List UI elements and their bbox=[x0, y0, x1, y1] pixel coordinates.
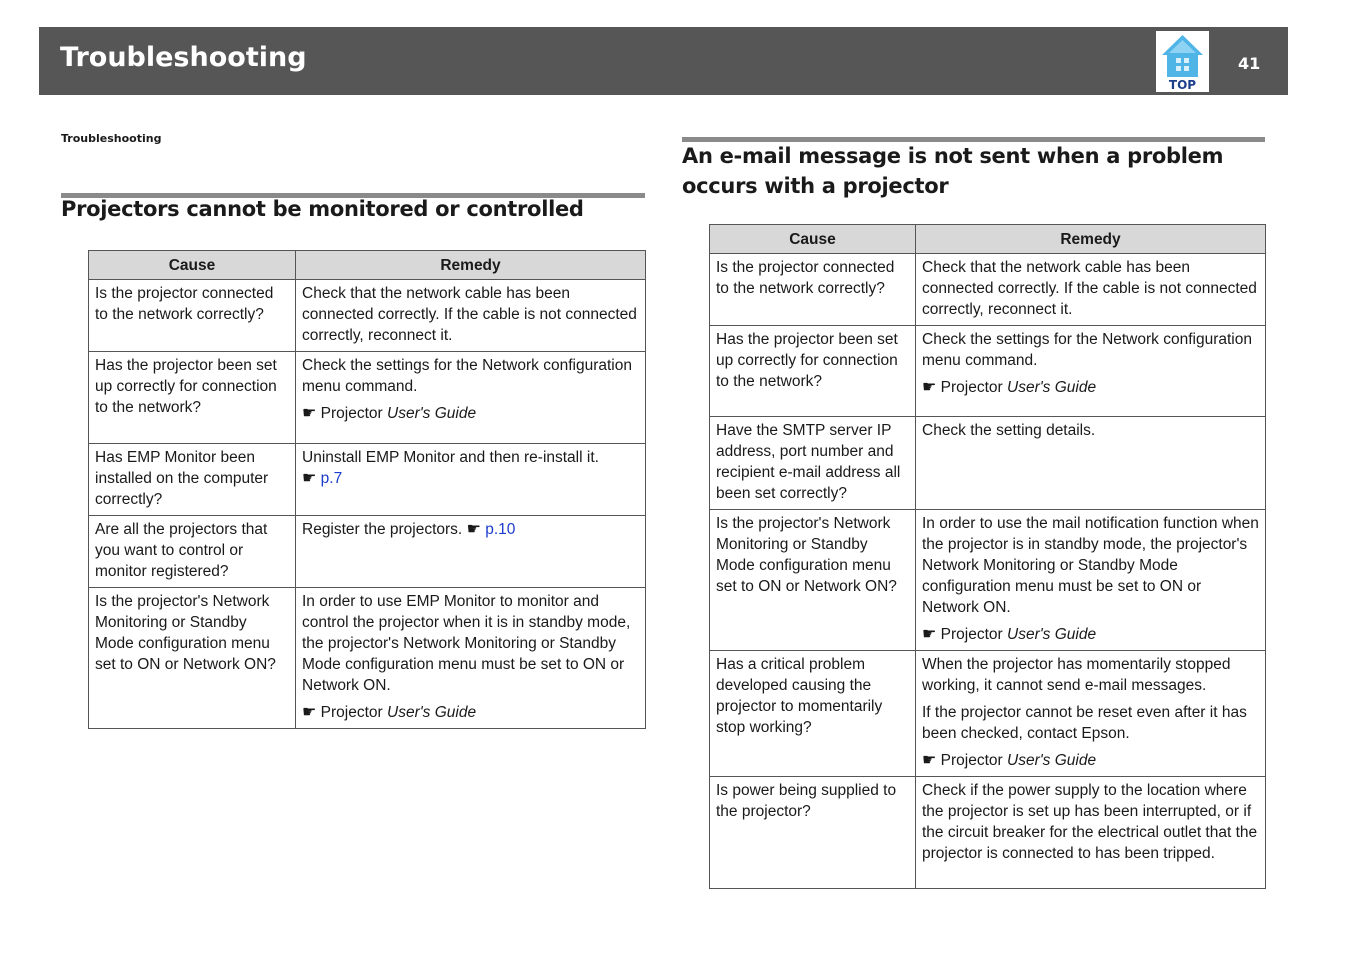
remedy-text: Check that the network cable has been connected correctly. If the cable is not connected correctly, reconnect it. bbox=[302, 285, 637, 344]
section-title-left: Projectors cannot be monitored or controlled bbox=[61, 197, 584, 221]
users-guide-reference: User's Guide bbox=[387, 405, 477, 422]
table-row bbox=[710, 651, 1266, 777]
top-button[interactable] bbox=[1156, 31, 1209, 92]
remedy-cell bbox=[296, 516, 646, 588]
home-icon bbox=[1156, 31, 1209, 92]
guide-reference bbox=[302, 403, 639, 424]
table-header-row bbox=[710, 225, 1266, 254]
pointing-hand-icon: ☛ bbox=[922, 626, 937, 643]
cause-cell bbox=[710, 510, 916, 651]
cause-cell bbox=[89, 444, 296, 516]
cause-cell bbox=[89, 280, 296, 352]
remedy-cell bbox=[296, 352, 646, 444]
table-row bbox=[710, 254, 1266, 326]
page-link[interactable]: p.7 bbox=[320, 470, 343, 487]
table-row bbox=[89, 280, 646, 352]
troubleshooting-table-left bbox=[88, 250, 646, 729]
breadcrumb[interactable]: Troubleshooting bbox=[61, 132, 162, 145]
page-link[interactable]: p.10 bbox=[485, 521, 516, 538]
table-row bbox=[89, 444, 646, 516]
cause-text: Has EMP Monitor been installed on the computer correctly? bbox=[95, 449, 269, 508]
pointing-hand-icon: ☛ bbox=[302, 470, 317, 487]
remedy-text: In order to use the mail notification function when the projector is in standby mode, the projector's Network Monitoring or Standby Mode configuration menu must be set to ON or Network ON. bbox=[922, 515, 1259, 616]
table-row bbox=[89, 516, 646, 588]
remedy-cell bbox=[296, 588, 646, 729]
cause-text: Is the projector connected to the network correctly? bbox=[95, 285, 274, 323]
remedy-text: Uninstall EMP Monitor and then re-install it. bbox=[302, 449, 599, 466]
table-row bbox=[710, 777, 1266, 889]
cause-text: Are all the projectors that you want to control or monitor registered? bbox=[95, 521, 268, 580]
users-guide-reference: User's Guide bbox=[1007, 752, 1097, 769]
guide-reference bbox=[922, 377, 1259, 398]
cause-text: Have the SMTP server IP address, port number and recipient e-mail address all been set correctly? bbox=[716, 422, 901, 502]
remedy-text: If the projector cannot be reset even after it has been checked, contact Epson. bbox=[922, 704, 1247, 742]
cause-cell bbox=[89, 352, 296, 444]
column-header-remedy: Remedy bbox=[916, 225, 1266, 254]
column-header-cause: Cause bbox=[89, 251, 296, 280]
column-header-remedy: Remedy bbox=[296, 251, 646, 280]
pointing-hand-icon: ☛ bbox=[922, 752, 937, 769]
cause-cell bbox=[89, 588, 296, 729]
reference-prefix: Projector bbox=[940, 379, 1007, 396]
table-row bbox=[710, 417, 1266, 510]
column-header-cause: Cause bbox=[710, 225, 916, 254]
remedy-text: Check the setting details. bbox=[922, 422, 1096, 439]
cause-cell bbox=[710, 326, 916, 417]
remedy-text: Register the projectors. bbox=[302, 521, 463, 538]
guide-reference bbox=[922, 750, 1259, 771]
cause-text: Is the projector connected to the network correctly? bbox=[716, 259, 895, 297]
table-row bbox=[89, 352, 646, 444]
reference-prefix: Projector bbox=[320, 704, 387, 721]
cause-text: Has the projector been set up correctly for connection to the network? bbox=[716, 331, 898, 390]
cause-cell bbox=[710, 254, 916, 326]
cause-cell bbox=[89, 516, 296, 588]
page-header bbox=[39, 27, 1288, 95]
remedy-cell bbox=[916, 417, 1266, 510]
cause-cell bbox=[710, 417, 916, 510]
remedy-text: Check that the network cable has been connected correctly. If the cable is not connected correctly, reconnect it. bbox=[922, 259, 1257, 318]
remedy-text: Check if the power supply to the location where the projector is set up has been interrupted, or if the circuit breaker for the electrical outlet that the projector is connected to has been tripped. bbox=[922, 782, 1258, 862]
remedy-text: Check the settings for the Network configuration menu command. bbox=[302, 357, 632, 395]
troubleshooting-table-right bbox=[709, 224, 1266, 889]
top-button-label: TOP bbox=[1168, 78, 1197, 92]
remedy-text: In order to use EMP Monitor to monitor and control the projector when it is in standby mode, the projector's Network Monitoring or Standby Mode configuration menu must be set to ON or Network ON. bbox=[302, 593, 631, 694]
remedy-cell bbox=[916, 777, 1266, 889]
guide-reference bbox=[922, 624, 1259, 645]
cause-text: Is the projector's Network Monitoring or Standby Mode configuration menu set to ON or Network ON? bbox=[95, 593, 276, 673]
page-title: Troubleshooting bbox=[60, 42, 307, 73]
users-guide-reference: User's Guide bbox=[1007, 379, 1097, 396]
cause-cell bbox=[710, 651, 916, 777]
remedy-cell bbox=[916, 254, 1266, 326]
table-row bbox=[89, 588, 646, 729]
reference-prefix: Projector bbox=[940, 752, 1007, 769]
remedy-cell bbox=[296, 280, 646, 352]
remedy-cell bbox=[916, 326, 1266, 417]
users-guide-reference: User's Guide bbox=[387, 704, 477, 721]
remedy-cell bbox=[916, 510, 1266, 651]
cause-text: Is power being supplied to the projector? bbox=[716, 782, 897, 820]
users-guide-reference: User's Guide bbox=[1007, 626, 1097, 643]
section-title-right: An e-mail message is not sent when a problem occurs with a projector bbox=[682, 144, 1224, 198]
cause-text: Is the projector's Network Monitoring or Standby Mode configuration menu set to ON or Network ON? bbox=[716, 515, 897, 595]
reference-prefix: Projector bbox=[320, 405, 387, 422]
pointing-hand-icon: ☛ bbox=[922, 379, 937, 396]
cause-text: Has a critical problem developed causing the projector to momentarily stop working? bbox=[716, 656, 883, 736]
remedy-cell bbox=[916, 651, 1266, 777]
pointing-hand-icon: ☛ bbox=[302, 704, 317, 721]
cause-text: Has the projector been set up correctly for connection to the network? bbox=[95, 357, 277, 416]
table-header-row bbox=[89, 251, 646, 280]
pointing-hand-icon: ☛ bbox=[466, 521, 481, 538]
reference-prefix: Projector bbox=[940, 626, 1007, 643]
table-row bbox=[710, 326, 1266, 417]
remedy-text: When the projector has momentarily stopped working, it cannot send e-mail messages. bbox=[922, 656, 1231, 694]
table-row bbox=[710, 510, 1266, 651]
guide-reference bbox=[302, 702, 639, 723]
pointing-hand-icon: ☛ bbox=[302, 405, 317, 422]
page-number: 41 bbox=[1238, 54, 1261, 73]
remedy-text: Check the settings for the Network configuration menu command. bbox=[922, 331, 1252, 369]
remedy-cell bbox=[296, 444, 646, 516]
cause-cell bbox=[710, 777, 916, 889]
